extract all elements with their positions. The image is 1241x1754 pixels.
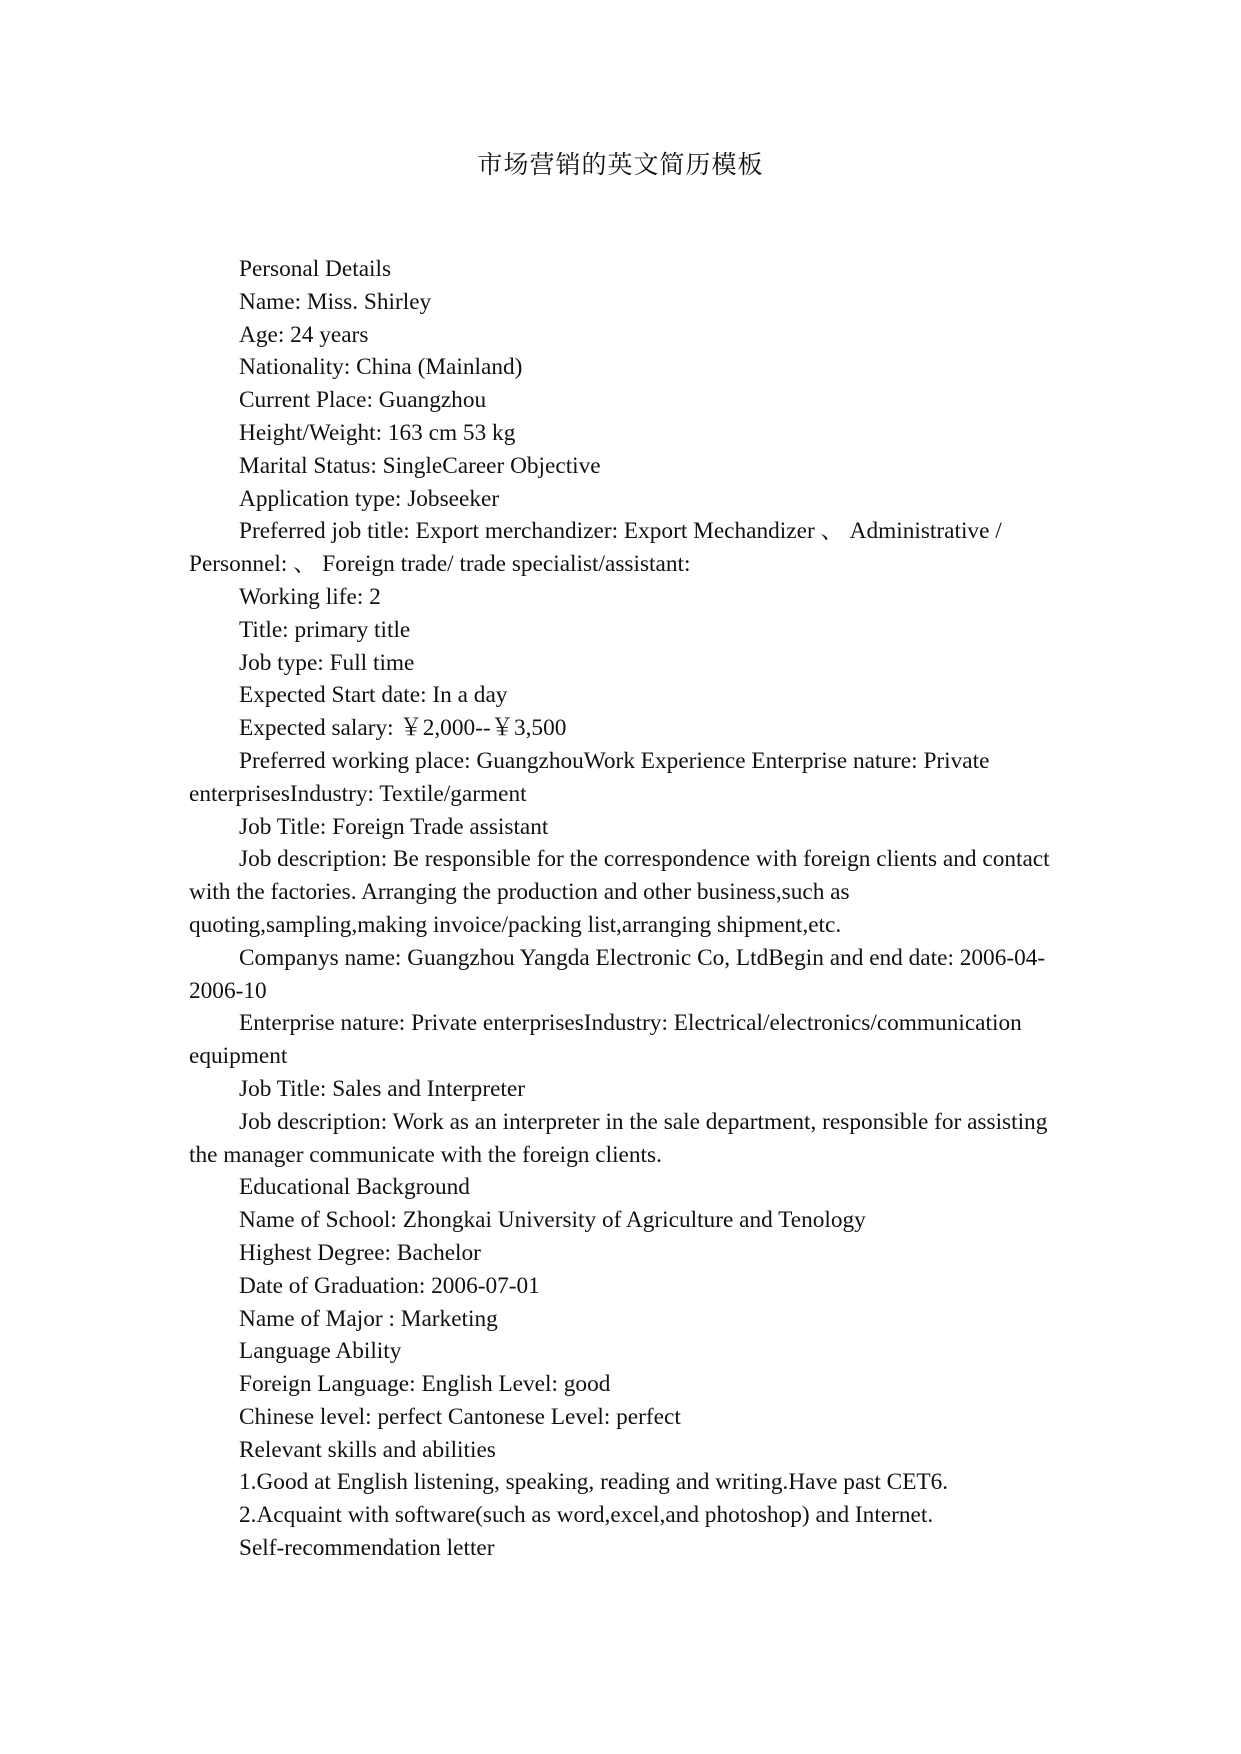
paragraph-highest-degree: Highest Degree: Bachelor	[239, 1239, 481, 1266]
paragraph-job-title-1: Job Title: Foreign Trade assistant	[239, 813, 549, 840]
section-heading-education: Educational Background	[239, 1174, 470, 1201]
paragraph-job-type: Job type: Full time	[239, 649, 415, 676]
paragraph-preferred-job-title: Preferred job title: Export merchandizer: Export Mechandizer 、 Administrative / Personnel: 、 Foreign trade/ trade specialist/assistant:	[189, 518, 1002, 578]
section-heading-personal-details: Personal Details	[239, 256, 392, 282]
paragraph-application-type: Application type: Jobseeker	[239, 485, 500, 512]
paragraph-current-place: Current Place: Guangzhou	[239, 387, 487, 414]
paragraph-expected-salary: Expected salary: ￥2,000--￥3,500	[239, 715, 567, 742]
paragraph-foreign-language: Foreign Language: English Level: good	[239, 1371, 611, 1398]
paragraph-job-description-1: Job description: Be responsible for the correspondence with foreign clients and contact with the factories. Arranging the production and other business,such as quoting,sampling,making invoice/packing list,arranging shipment,etc.	[189, 846, 1050, 938]
paragraph-graduation-date: Date of Graduation: 2006-07-01	[239, 1272, 540, 1299]
paragraph-major: Name of Major : Marketing	[239, 1305, 498, 1332]
paragraph-height-weight: Height/Weight: 163 cm 53 kg	[239, 419, 516, 446]
section-heading-skills: Relevant skills and abilities	[239, 1436, 496, 1463]
paragraph-working-life: Working life: 2	[239, 583, 381, 610]
section-heading-self-recommendation: Self-recommendation letter	[239, 1535, 495, 1562]
document-title: 市场营销的英文简历模板	[477, 150, 764, 179]
paragraph-age: Age: 24 years	[239, 321, 369, 348]
paragraph-job-title-2: Job Title: Sales and Interpreter	[239, 1075, 525, 1102]
paragraph-name: Name: Miss. Shirley	[239, 288, 432, 315]
paragraph-title: Title: primary title	[239, 616, 411, 643]
paragraph-job-description-2: Job description: Work as an interpreter in the sale department, responsible for assisting the manager communicate with the foreign clients.	[189, 1108, 1048, 1168]
paragraph-school-name: Name of School: Zhongkai University of Agriculture and Tenology	[239, 1207, 866, 1234]
paragraph-preferred-working-place: Preferred working place: GuangzhouWork Experience Enterprise nature: Private enterprisesIndustry: Textile/garment	[189, 747, 990, 807]
paragraph-marital-status: Marital Status: SingleCareer Objective	[239, 452, 601, 479]
section-heading-language-ability: Language Ability	[239, 1338, 402, 1365]
paragraph-skill-2: 2.Acquaint with software(such as word,excel,and photoshop) and Internet.	[239, 1502, 934, 1529]
document-body	[189, 253, 1051, 1565]
paragraph-skill-1: 1.Good at English listening, speaking, reading and writing.Have past CET6.	[239, 1469, 949, 1496]
paragraph-enterprise-nature: Enterprise nature: Private enterprisesIndustry: Electrical/electronics/communication equipment	[189, 1010, 1022, 1070]
paragraph-expected-start-date: Expected Start date: In a day	[239, 682, 508, 709]
paragraph-nationality: Nationality: China (Mainland)	[239, 354, 523, 381]
paragraph-company-name: Companys name: Guangzhou Yangda Electronic Co, LtdBegin and end date: 2006-04-2006-10	[189, 944, 1046, 1004]
paragraph-chinese-level: Chinese level: perfect Cantonese Level: perfect	[239, 1403, 681, 1430]
